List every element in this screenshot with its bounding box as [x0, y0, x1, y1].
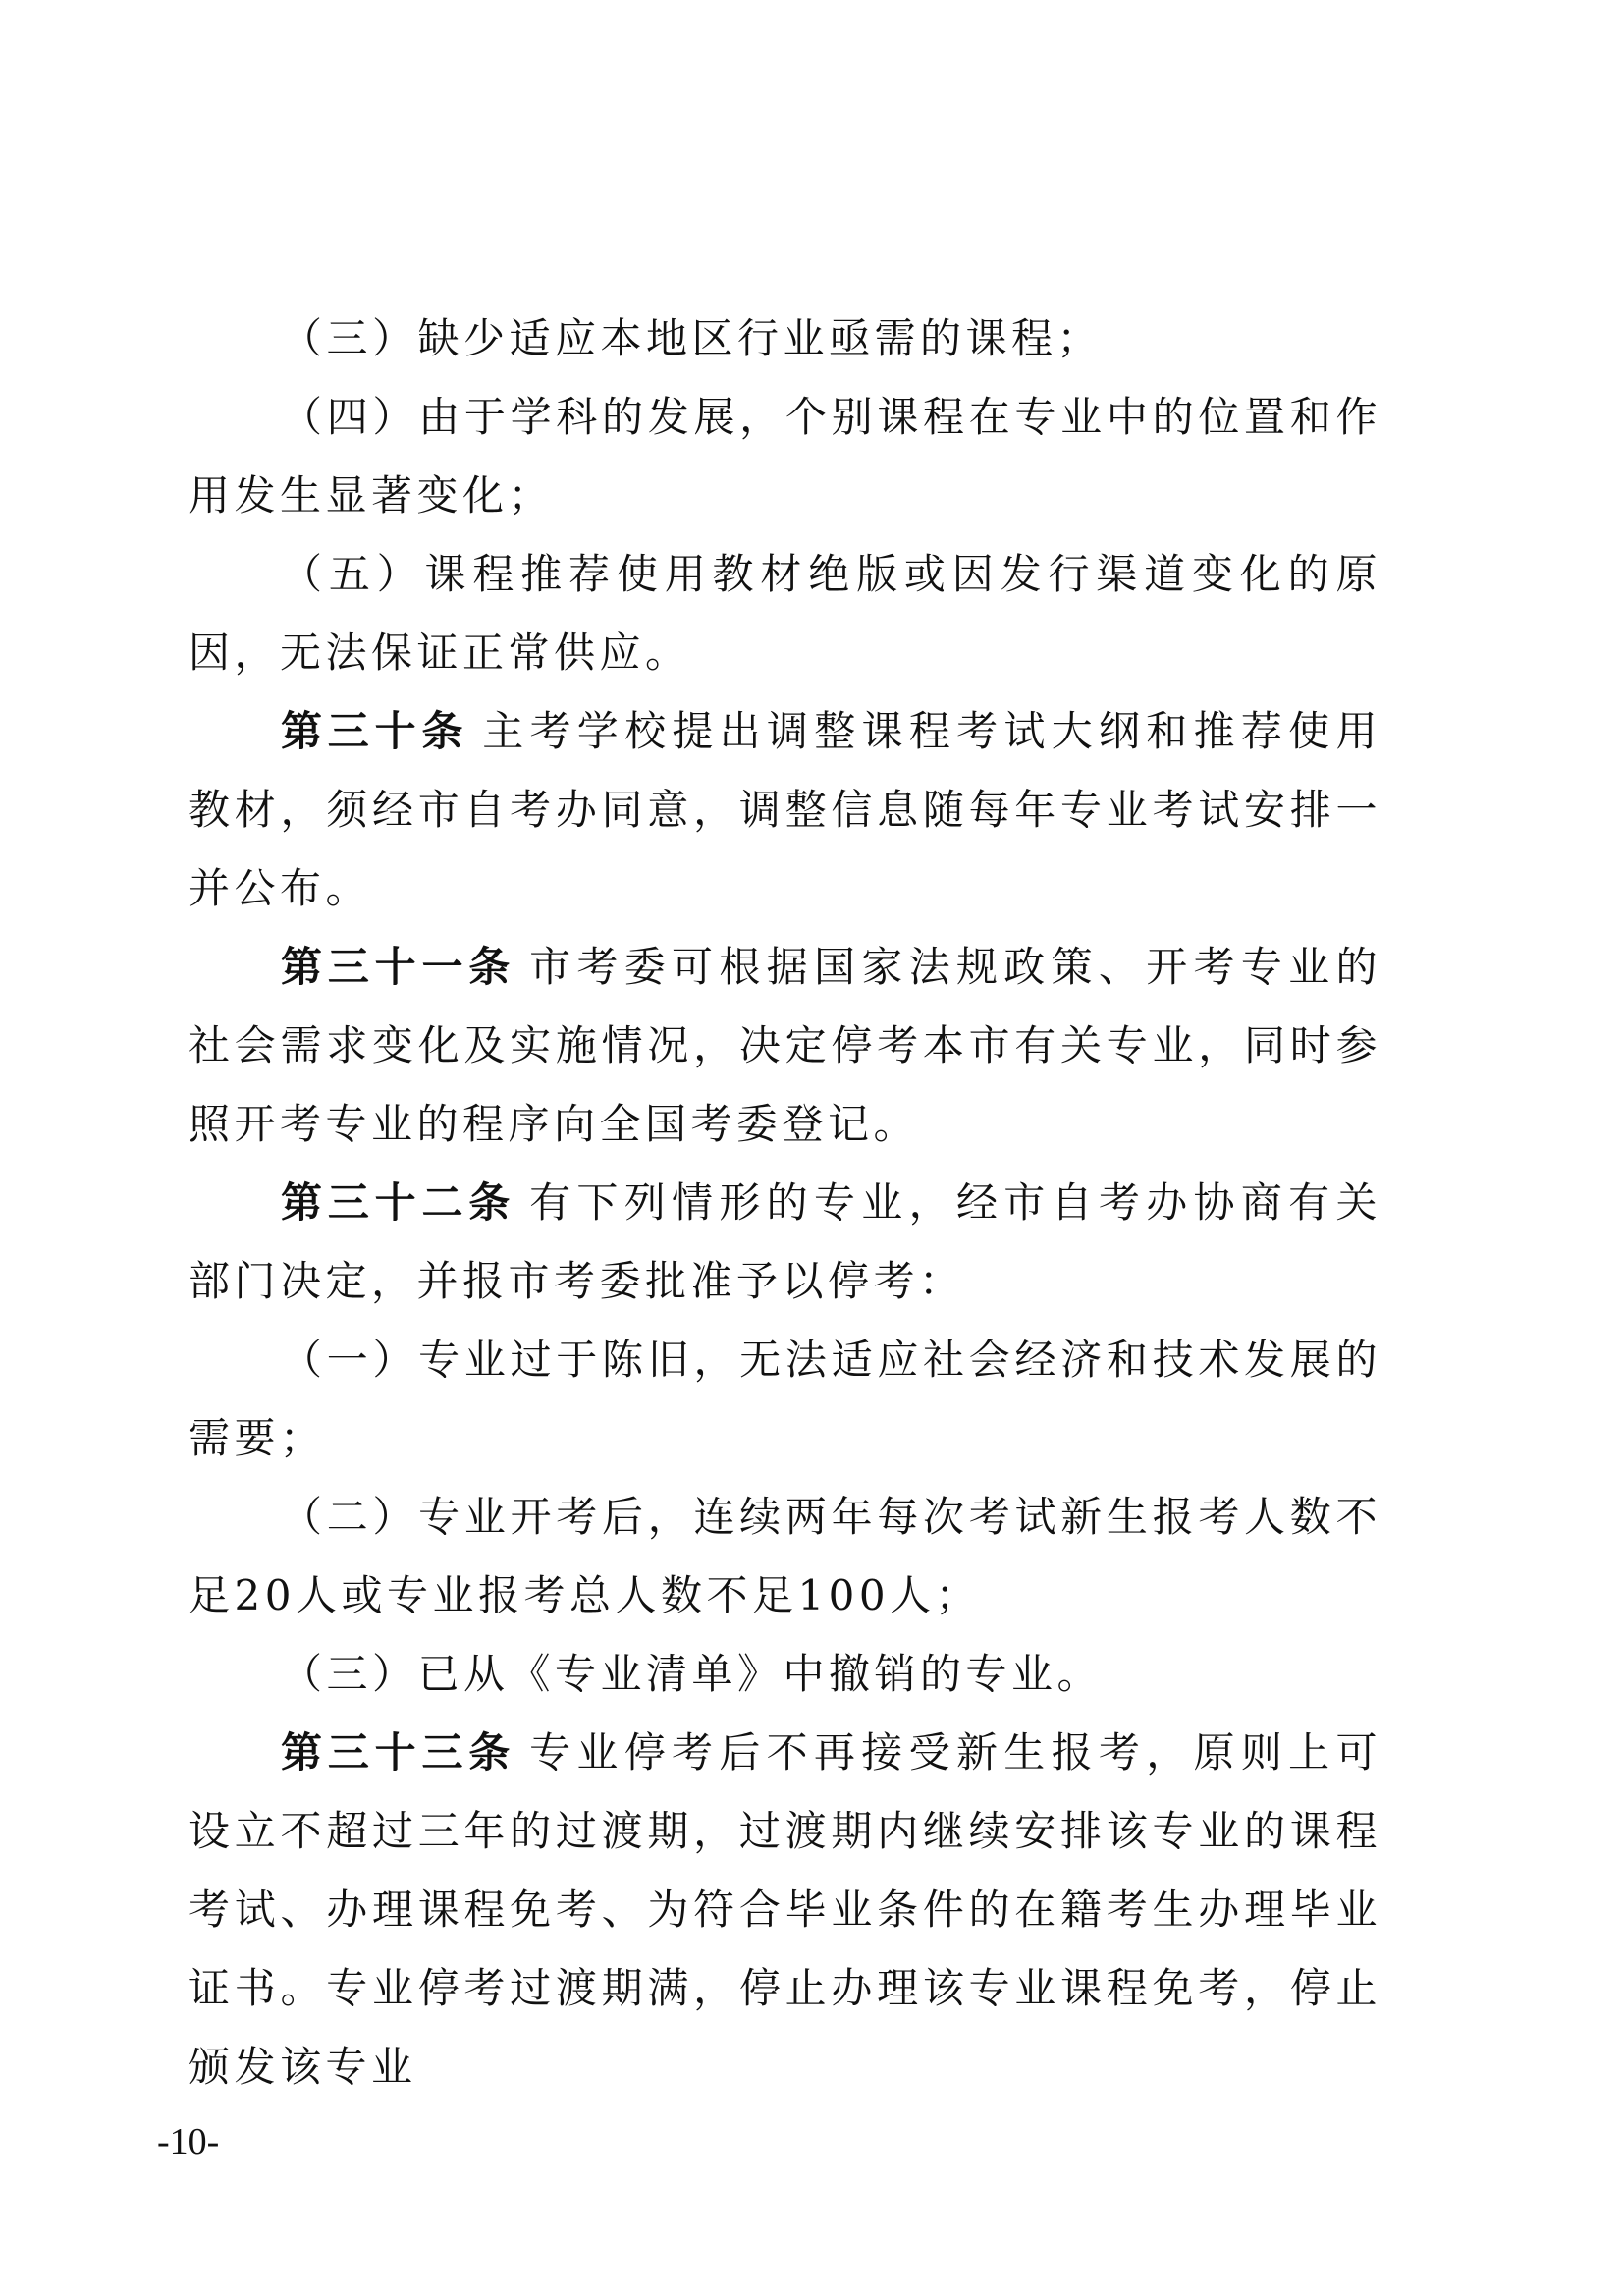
article-text: 主考学校提出调整课程考试大纲和推荐使用教材，须经市自考办同意，调整信息随每年专业考试安排一并公布。: [189, 707, 1381, 912]
page-number: -10-: [157, 2121, 220, 2162]
paragraph-text: （三）缺少适应本地区行业亟需的课程；: [281, 314, 1104, 362]
paragraph-item-5: [189, 535, 1381, 692]
article-text: 市考委可根据国家法规政策、开考专业的社会需求变化及实施情况，决定停考本市有关专业，同时参照开考专业的程序向全国考委登记。: [189, 943, 1381, 1148]
document-body: [189, 300, 1381, 2106]
paragraph-text: （三）已从《专业清单》中撤销的专业。: [281, 1650, 1104, 1698]
paragraph-item-3: [189, 300, 1381, 378]
article-number: 第三十三条: [281, 1728, 516, 1777]
article-33: [189, 1714, 1381, 2106]
article-number: 第三十一条: [281, 943, 516, 991]
paragraph-text: （四）由于学科的发展，个别课程在专业中的位置和作用发生显著变化；: [189, 393, 1381, 519]
paragraph-item-1: [189, 1321, 1381, 1478]
article-31: [189, 928, 1381, 1164]
article-text: 有下列情形的专业，经市自考办协商有关部门决定，并报市考委批准予以停考：: [189, 1178, 1381, 1305]
article-number: 第三十条: [281, 707, 469, 755]
paragraph-item-2: [189, 1478, 1381, 1635]
paragraph-text: （五）课程推荐使用教材绝版或因发行渠道变化的原因，无法保证正常供应。: [189, 550, 1381, 677]
article-32: [189, 1164, 1381, 1321]
article-30: [189, 692, 1381, 928]
article-number: 第三十二条: [281, 1178, 516, 1227]
paragraph-text: （二）专业开考后，连续两年每次考试新生报考人数不足20人或专业报考总人数不足100人；: [189, 1493, 1381, 1619]
article-text: 专业停考后不再接受新生报考，原则上可设立不超过三年的过渡期，过渡期内继续安排该专业的课程考试、办理课程免考、为符合毕业条件的在籍考生办理毕业证书。专业停考过渡期满，停止办理该专业课程免考，停止颁发该专业: [189, 1728, 1381, 2091]
paragraph-text: （一）专业过于陈旧，无法适应社会经济和技术发展的需要；: [189, 1336, 1381, 1462]
paragraph-item-4: [189, 378, 1381, 535]
paragraph-item-3b: [189, 1635, 1381, 1714]
